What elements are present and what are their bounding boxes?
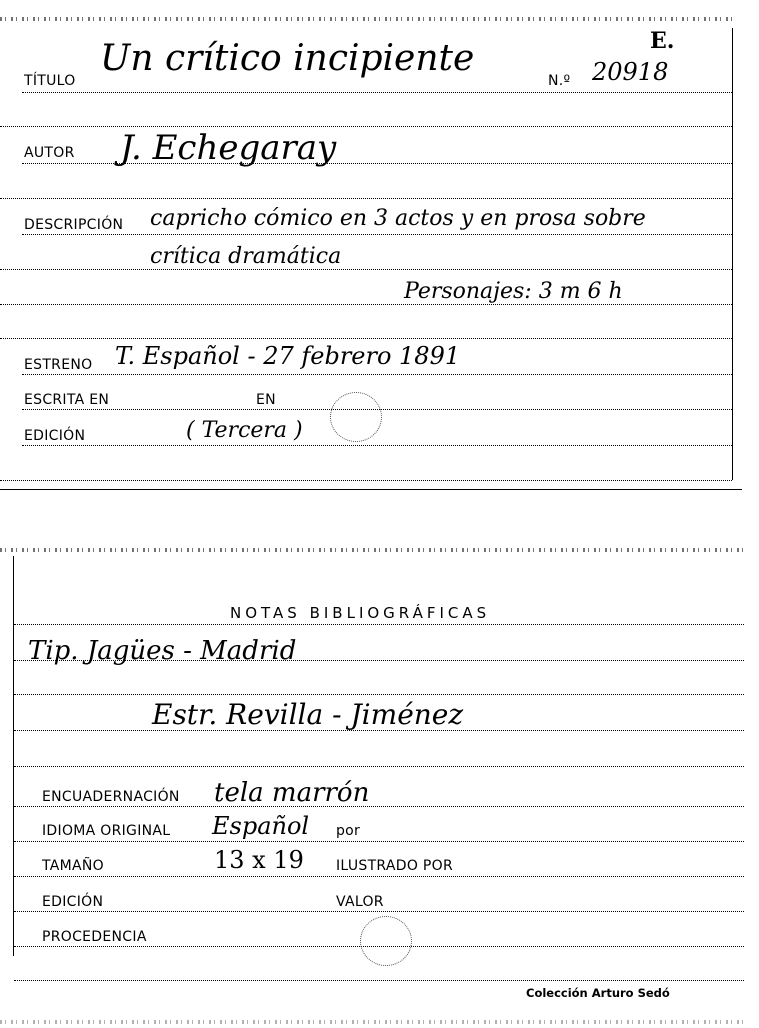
estreno-value: T. Español - 27 febrero 1891 [115,342,461,370]
nota-line-1: Tip. Jagües - Madrid [28,636,297,666]
blank-rule-3 [0,338,732,339]
edicion-rule-2 [14,911,744,912]
encuadernacion-value: tela marrón [214,778,370,808]
card-1-right-border [732,28,733,480]
edicion-value: ( Tercera ) [186,418,303,443]
procedencia-label: PROCEDENCIA [42,929,147,945]
blank-rule-1 [0,126,732,127]
autor-rule [22,163,732,164]
blank-rule-2 [0,198,732,199]
autor-label: AUTOR [24,145,75,161]
por-label: por [336,823,361,839]
idioma-label: IDIOMA ORIGINAL [42,823,171,839]
punch-hole-2 [360,916,412,966]
card-2-left-border [13,556,14,956]
descripcion-line-1: capricho cómico en 3 actos y en prosa sobre [150,206,646,231]
edicion-label-2: EDICIÓN [42,894,104,910]
card-1-bottom-edge [0,489,742,490]
nota-rule-3 [14,730,744,731]
edicion-rule [22,445,732,446]
blank-rule-5 [14,980,744,981]
autor-value: J. Echegaray [120,128,337,168]
descripcion-rule-1 [22,234,732,235]
titulo-rule [22,92,732,93]
descripcion-label: DESCRIPCIÓN [24,217,124,233]
nota-line-2: Estr. Revilla - Jiménez [152,698,464,731]
nota-rule-1 [14,660,744,661]
descripcion-rule-3 [0,304,732,305]
notas-title-rule [14,624,744,625]
estreno-rule [22,374,732,375]
ilustrado-label: ILUSTRADO POR [336,858,453,874]
escrita-en-label: ESCRITA EN [24,392,110,408]
numero-mark: E. [650,28,675,54]
nota-rule-2 [14,694,744,695]
tamano-rule [14,876,744,877]
tamano-value: 13 x 19 [214,846,304,874]
nota-rule-4 [14,766,744,767]
punch-hole [330,392,382,442]
estreno-label: ESTRENO [24,357,93,373]
encuadernacion-rule [14,806,744,807]
blank-rule-4 [0,480,732,481]
encuadernacion-label: ENCUADERNACIÓN [42,789,180,805]
numero-value: 20918 [592,58,669,86]
valor-label: VALOR [336,894,384,910]
numero-label: N.º [548,73,571,89]
descripcion-line-2: crítica dramática [150,244,342,269]
scan-edge-top [0,17,735,21]
idioma-value: Español [212,812,310,840]
en-label: EN [256,392,276,408]
descripcion-line-3: Personajes: 3 m 6 h [404,279,623,304]
descripcion-rule-2 [0,269,732,270]
edicion-label: EDICIÓN [24,428,86,444]
notas-title: NOTAS BIBLIOGRÁFICAS [230,604,491,622]
tamano-label: TAMAÑO [42,858,104,874]
collection-footer: Colección Arturo Sedó [526,986,670,1000]
scan-edge-top-2 [0,548,748,552]
idioma-rule [14,841,744,842]
titulo-label: TÍTULO [24,73,76,89]
scan-edge-bottom [0,1020,748,1024]
titulo-value: Un crítico incipiente [100,38,475,79]
